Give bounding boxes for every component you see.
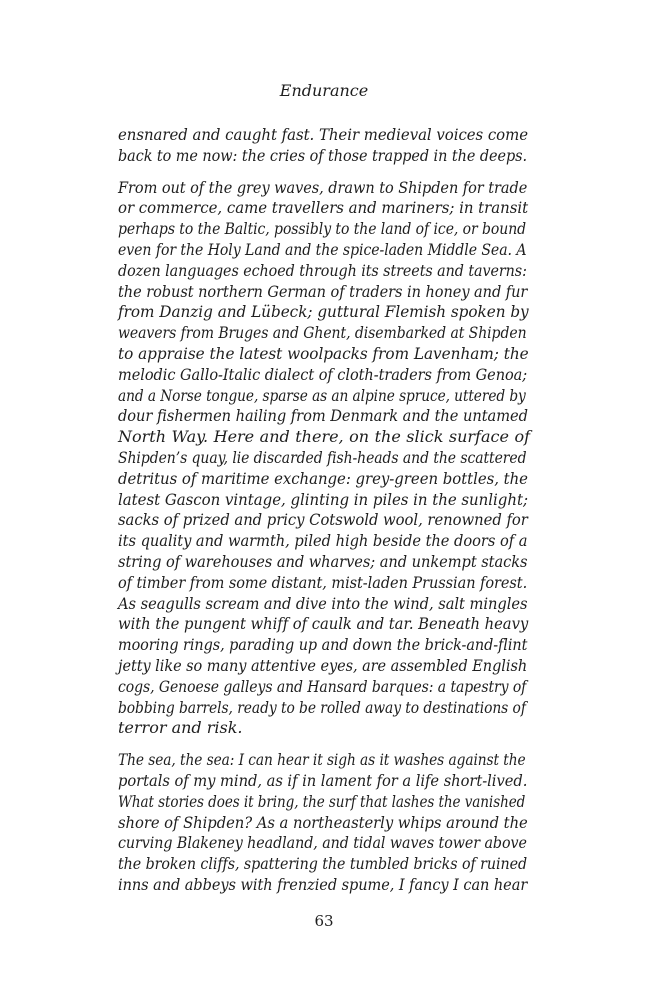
- text-line: The sea, the sea: I can hear it sigh as it washes against the: [118, 750, 526, 770]
- text-line: even for the Holy Land and the spice-laden Middle Sea. A: [118, 239, 527, 259]
- text-line: melodic Gallo-Italic dialect of cloth-traders from Genoa;: [118, 364, 528, 384]
- text-line: to appraise the latest woolpacks from Lavenham; the: [118, 343, 529, 363]
- text-line: portals of my mind, as if in lament for a life short-lived.: [118, 770, 528, 790]
- page-number: 63: [314, 912, 334, 930]
- text-line: cogs, Genoese galleys and Hansard barques: a tapestry of: [118, 676, 527, 696]
- text-line: As seagulls scream and dive into the wind, salt mingles: [118, 593, 528, 613]
- text-line: Shipden’s quay, lie discarded fish-heads and the scattered: [118, 447, 527, 467]
- text-line: the broken cliffs, spattering the tumbled bricks of ruined: [118, 854, 528, 874]
- text-line: shore of Shipden? As a northeasterly whips around the: [118, 812, 528, 832]
- text-line: What stories does it bring, the surf that lashes the vanished: [118, 791, 526, 811]
- text-line: and a Norse tongue, sparse as an alpine spruce, uttered by: [118, 385, 526, 405]
- text-line: mooring rings, parading up and down the brick-and-flint: [118, 635, 528, 655]
- text-line: dour fishermen hailing from Denmark and the untamed: [118, 406, 528, 426]
- paragraph: [118, 178, 530, 740]
- text-line: jetty like so many attentive eyes, are assembled English: [118, 655, 528, 675]
- text-line: string of warehouses and wharves; and unkempt stacks: [118, 551, 528, 571]
- text-line: weavers from Bruges and Ghent, disembarked at Shipden: [118, 323, 527, 343]
- text-line: ensnared and caught fast. Their medieval voices come: [118, 125, 529, 144]
- paragraph: [118, 750, 530, 896]
- text-line: latest Gascon vintage, glinting in piles in the sunlight;: [118, 489, 528, 509]
- body-text: [118, 125, 530, 907]
- text-line: dozen languages echoed through its streets and taverns:: [118, 260, 527, 280]
- text-line: back to me now: the cries of those trapped in the deeps.: [118, 145, 527, 165]
- text-line: sacks of prized and pricy Cotswold wool, renowned for: [118, 510, 528, 530]
- text-line: detritus of maritime exchange: grey-green bottles, the: [118, 468, 528, 488]
- text-line: From out of the grey waves, drawn to Shipden for trade: [118, 177, 528, 197]
- text-line: with the pungent whiff of caulk and tar. Beneath heavy: [118, 614, 529, 634]
- paragraph: [118, 125, 530, 167]
- text-line: perhaps to the Baltic, possibly to the land of ice, or bound: [118, 219, 527, 239]
- text-line: bobbing barrels, ready to be rolled away to destinations of: [118, 697, 526, 717]
- text-line: of timber from some distant, mist-laden Prussian forest.: [118, 572, 528, 592]
- text-line: inns and abbeys with frenzied spume, I fancy I can hear: [118, 874, 528, 894]
- text-line: its quality and warmth, piled high beside the doors of a: [118, 531, 528, 551]
- text-line: from Danzig and Lübeck; guttural Flemish spoken by: [118, 302, 529, 322]
- text-line: terror and risk.: [118, 718, 243, 738]
- text-line: the robust northern German of traders in honey and fur: [118, 281, 528, 301]
- text-line: North Way. Here and there, on the slick surface of: [118, 427, 530, 447]
- book-page: [118, 0, 530, 1004]
- text-line: or commerce, came travellers and mariners; in transit: [118, 198, 529, 218]
- text-line: curving Blakeney headland, and tidal waves tower above: [118, 833, 527, 853]
- running-head: Endurance: [279, 81, 369, 100]
